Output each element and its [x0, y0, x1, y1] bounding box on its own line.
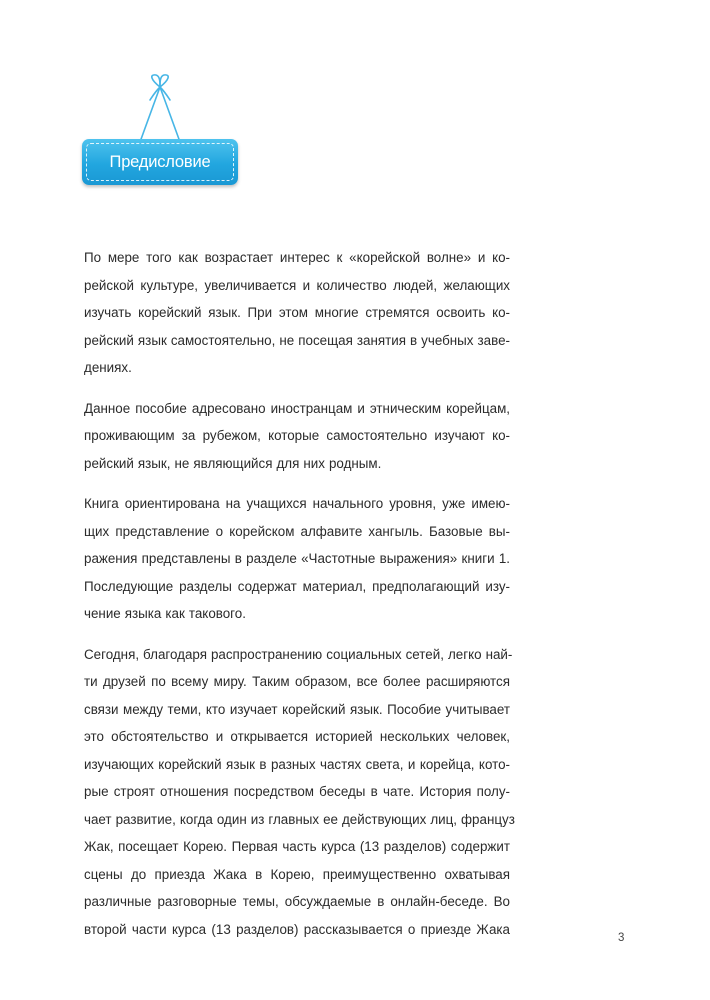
text-line: ражения представлены в разделе «Частотные выражения» книги 1.	[84, 551, 510, 566]
text-line: Последующие разделы содержат материал, предполагающий изу-	[84, 578, 510, 594]
section-title: Предисловие	[109, 153, 211, 171]
text-line: изучающих корейский язык в разных частях света, и корейца, кото-	[84, 756, 510, 772]
paragraph-3	[84, 490, 510, 628]
text-line: рейской культуре, увеличивается и количество людей, желающих	[84, 277, 510, 293]
text-line: рые строят отношения посредством беседы в чате. История полу-	[84, 784, 510, 799]
text-line: сцены до приезда Жака в Корею, преимущественно охватывая	[84, 866, 510, 882]
text-line: связи между теми, кто изучает корейский язык. Пособие учитывает	[84, 701, 510, 717]
paragraph-4	[84, 641, 515, 944]
text-line: изучать корейский язык. При этом многие стремятся освоить ко-	[84, 305, 510, 320]
text-line: ти друзей по всему миру. Таким образом, все более расширяются	[84, 674, 510, 689]
section-title-sign	[82, 139, 238, 185]
page-number: 3	[618, 932, 625, 944]
paragraph-2	[84, 395, 510, 478]
text-line: проживающим за рубежом, которые самостоятельно изучают ко-	[84, 428, 510, 443]
paragraph-1	[84, 244, 510, 382]
text-line: Жак, посещает Корею. Первая часть курса (13 разделов) содержит	[84, 839, 510, 854]
text-line: Книга ориентирована на учащихся начального уровня, уже имею-	[84, 496, 510, 511]
text-line: рейский язык, не являющийся для них родным.	[84, 455, 382, 471]
text-line: второй части курса (13 разделов) рассказывается о приезде Жака	[84, 921, 510, 937]
text-line: Сегодня, благодаря распространению социальных сетей, легко най-	[84, 646, 513, 662]
text-line: чает развитие, когда один из главных ее действующих лиц, француз	[84, 811, 515, 827]
text-line: дениях.	[84, 360, 132, 375]
text-line: По мере того как возрастает интерес к «корейской волне» и ко-	[84, 250, 510, 265]
text-line: чение языка как такового.	[84, 606, 246, 621]
text-line: щих представление о корейском алфавите хангыль. Базовые вы-	[84, 523, 510, 539]
body-text	[84, 244, 515, 956]
text-line: различные разговорные темы, обсуждаемые в онлайн-беседе. Во	[84, 894, 510, 909]
text-line: Данное пособие адресовано иностранцам и этническим корейцам,	[84, 400, 510, 416]
text-line: это обстоятельство и открывается историей нескольких человек,	[84, 729, 510, 744]
text-line: рейский язык самостоятельно, не посещая занятия в учебных заве-	[84, 332, 510, 348]
